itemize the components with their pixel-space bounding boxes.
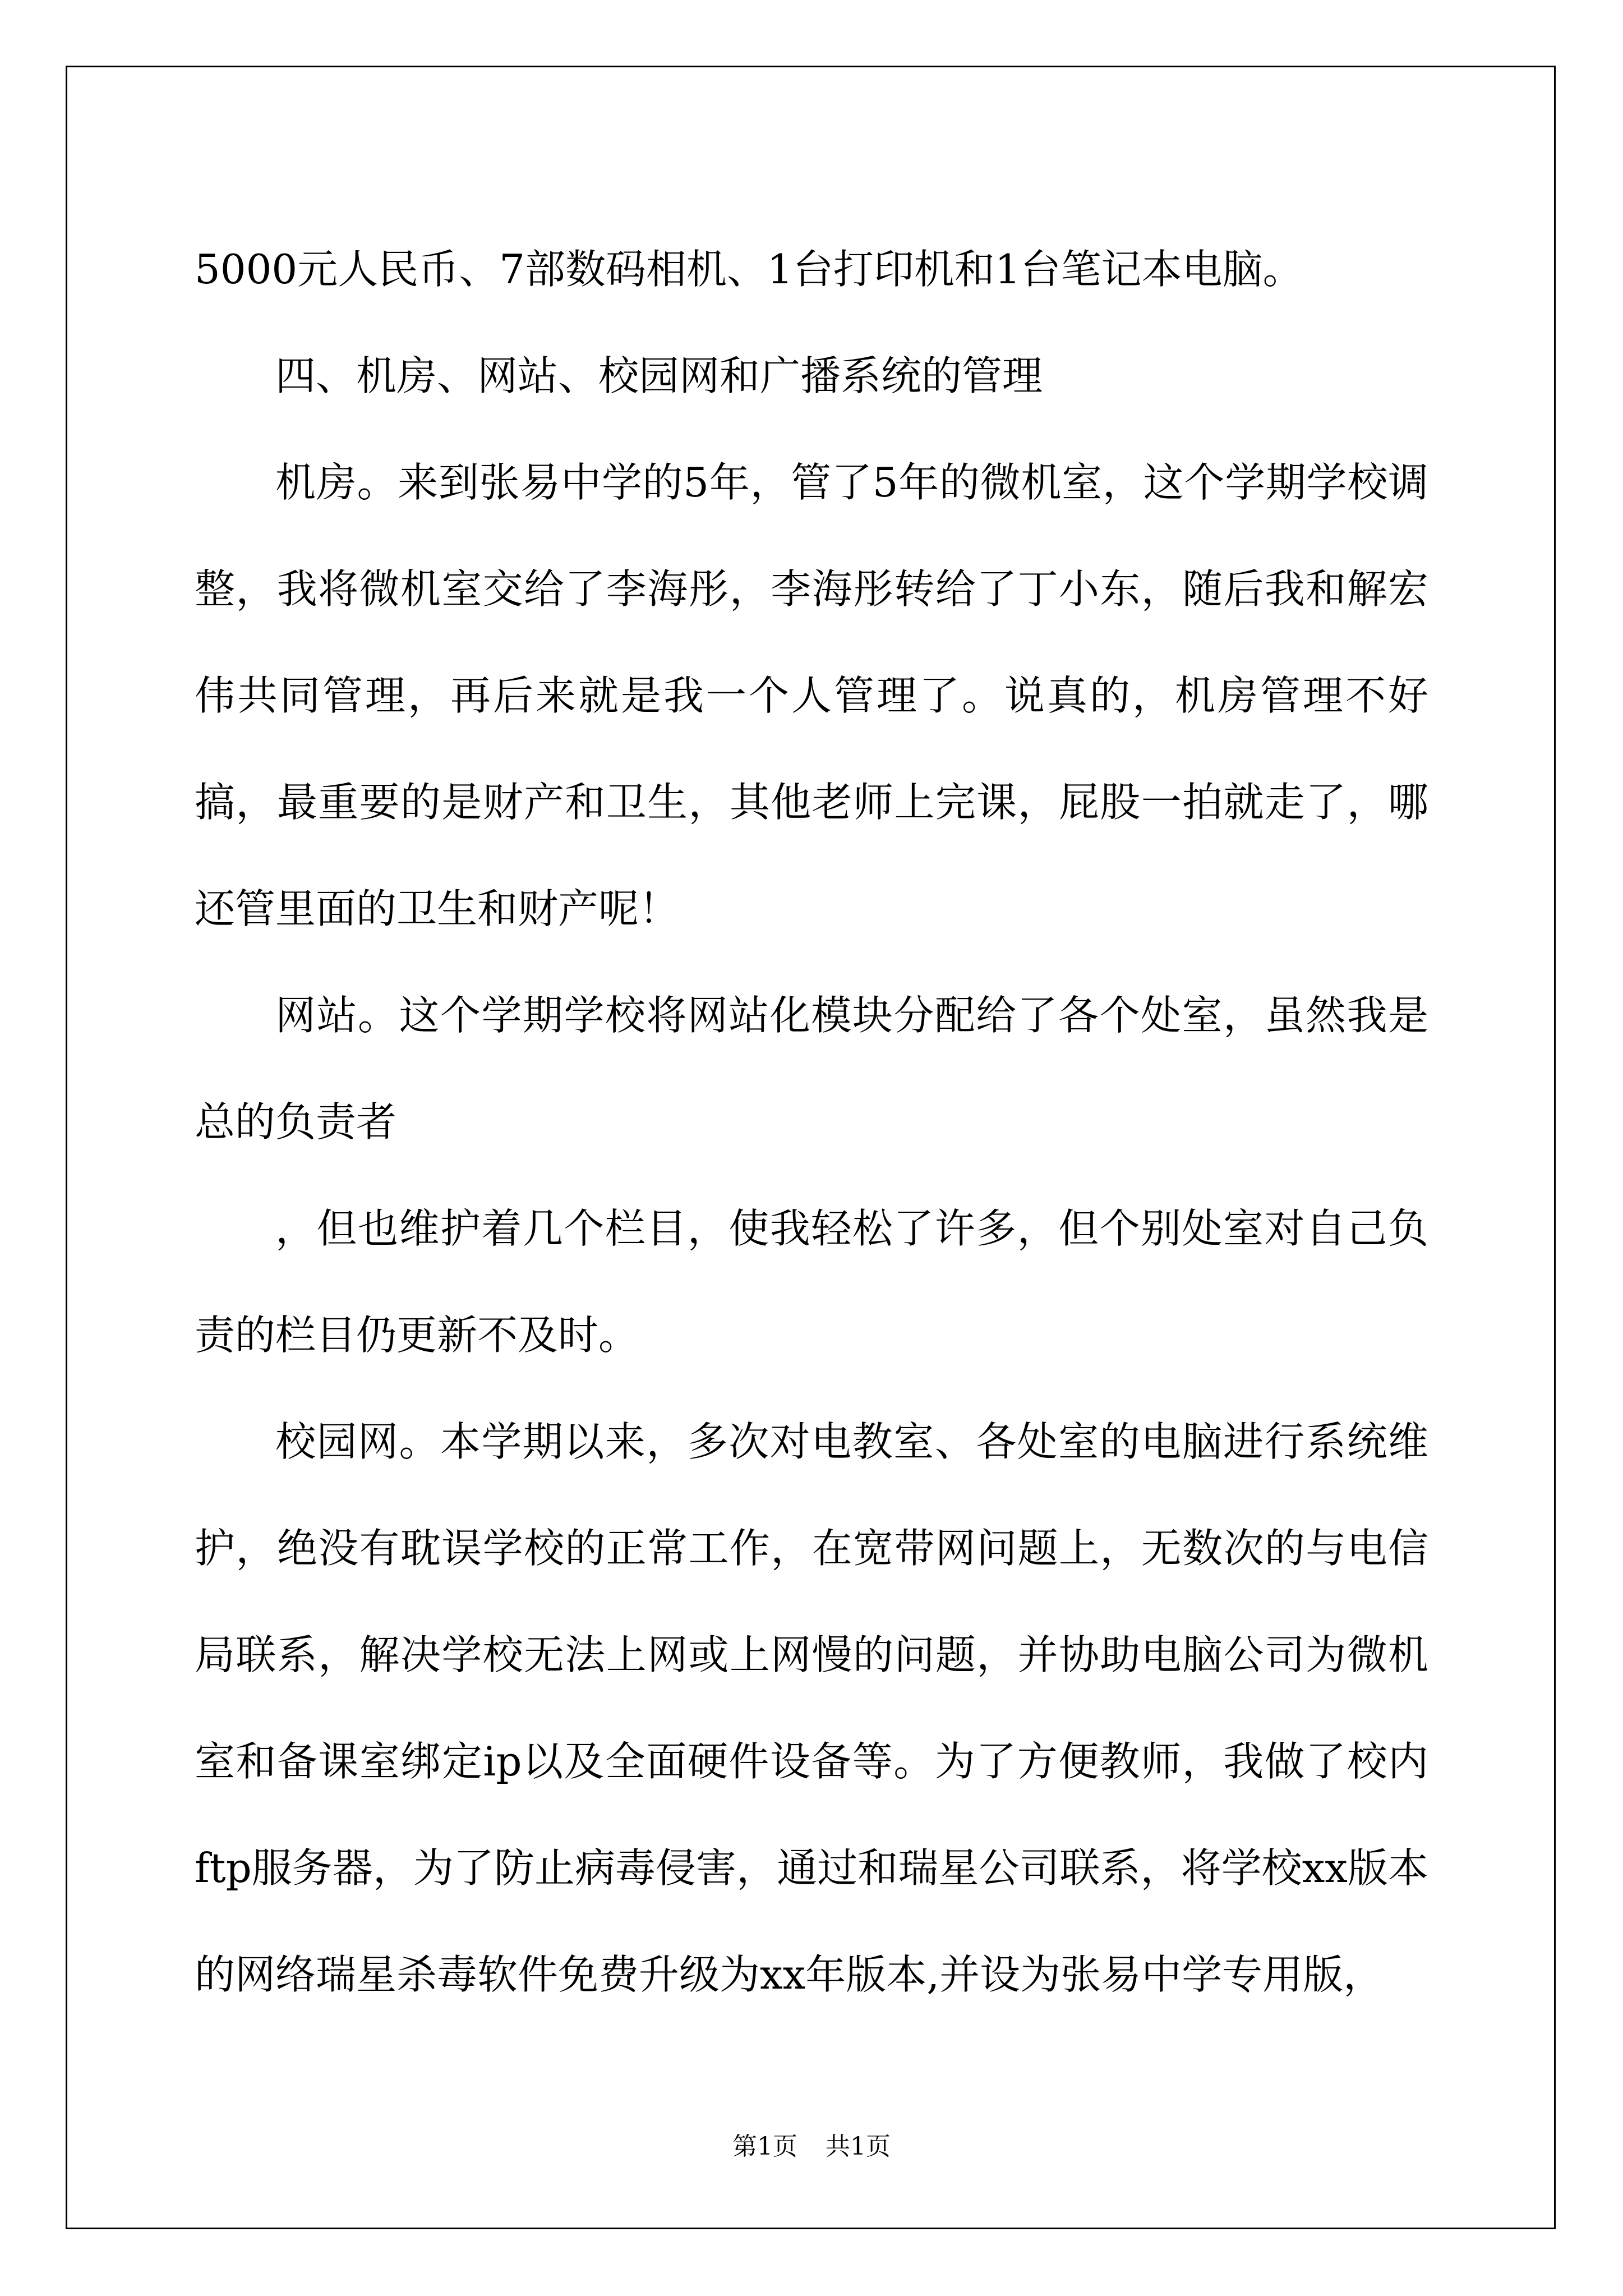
page-number: 第1页: [732, 2132, 797, 2161]
document-body: [195, 216, 1428, 2028]
section-heading: 四、机房、网站、校园网和广播系统的管理: [275, 352, 1043, 399]
paragraph-website-continued: ，但也维护着几个栏目，使我轻松了许多，但个别处室对自己负责的栏目仍更新不及时。: [195, 1205, 1428, 1359]
total-pages: 共1页: [826, 2132, 891, 2161]
paragraph-computer-room: 机房。来到张易中学的5年，管了5年的微机室，这个学期学校调整，我将微机室交给了李海彤，李海彤转给了丁小东，随后我和解宏伟共同管理，再后来就是我一个人管理了。说真的，机房管理不好搞，最重要的是财产和卫生，其他老师上完课，屁股一拍就走了，哪还管里面的卫生和财产呢！: [195, 459, 1428, 932]
paragraph-campus-network: 校园网。本学期以来，多次对电教室、各处室的电脑进行系统维护，绝没有耽误学校的正常工作，在宽带网问题上，无数次的与电信局联系，解决学校无法上网或上网慢的问题，并协助电脑公司为微机室和备课室绑定ip以及全面硬件设备等。为了方便教师，我做了校内ftp服务器，为了防止病毒侵害，通过和瑞星公司联系，将学校xx版本的网络瑞星杀毒软件免费升级为xx年版本,并设为张易中学专用版，: [195, 1418, 1428, 1998]
page-footer: [0, 2126, 1623, 2162]
paragraph-website: 网站。这个学期学校将网站化模块分配给了各个处室，虽然我是总的负责者: [195, 992, 1428, 1145]
paragraph-continuation: 5000元人民币、7部数码相机、1台打印机和1台笔记本电脑。: [195, 246, 1303, 293]
